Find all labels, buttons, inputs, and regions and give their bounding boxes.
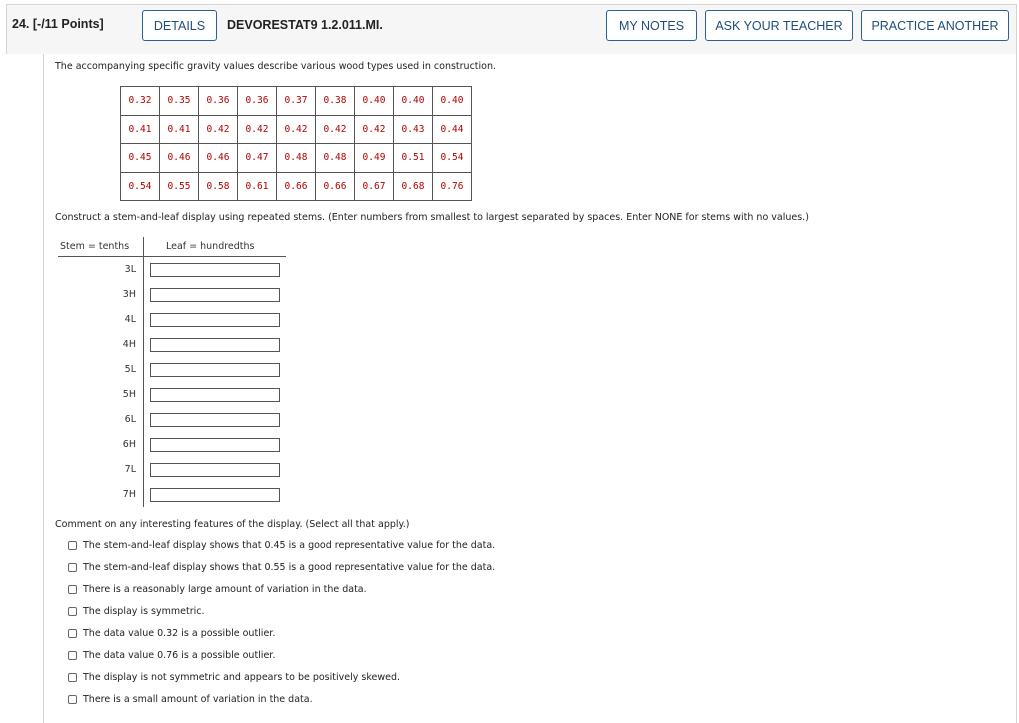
option-row[interactable] [68,606,205,617]
data-cell: 0.36 [199,87,238,116]
data-cell: 0.40 [394,87,433,116]
data-row [121,87,472,116]
data-cell: 0.48 [316,144,355,173]
stem-label: 6L [124,414,136,425]
leaf-input-4l[interactable] [150,313,280,327]
option-checkbox[interactable] [68,629,77,638]
data-cell: 0.37 [277,87,316,116]
instruction-text: Construct a stem-and-leaf display using repeated stems. (Enter numbers from smallest to largest separated by spaces. Enter NONE for stems with no values.) [55,212,809,223]
stem-label: 7L [124,464,136,475]
leaf-input-7h[interactable] [150,488,280,502]
data-cell: 0.36 [238,87,277,116]
stem-label: 6H [122,439,136,450]
data-cell: 0.66 [277,172,316,201]
leaf-input-3h[interactable] [150,288,280,302]
data-cell: 0.42 [238,115,277,144]
leaf-header: Leaf = hundredths [166,241,255,252]
option-label: The display is symmetric. [83,606,205,617]
option-checkbox[interactable] [68,695,77,704]
option-row[interactable] [68,694,313,705]
practice-another-button[interactable]: PRACTICE ANOTHER [861,10,1009,41]
data-cell: 0.61 [238,172,277,201]
data-cell: 0.41 [121,115,160,144]
option-checkbox[interactable] [68,651,77,660]
data-cell: 0.67 [355,172,394,201]
option-label: The data value 0.32 is a possible outlier. [83,628,276,639]
leaf-input-5h[interactable] [150,388,280,402]
data-cell: 0.35 [160,87,199,116]
data-cell: 0.42 [199,115,238,144]
leaf-input-6l[interactable] [150,413,280,427]
option-checkbox[interactable] [68,607,77,616]
data-cell: 0.48 [277,144,316,173]
option-checkbox[interactable] [68,541,77,550]
data-cell: 0.43 [394,115,433,144]
option-row[interactable] [68,628,275,639]
stem-label: 4L [124,314,136,325]
stem-leaf-divider [143,237,144,507]
data-cell: 0.47 [238,144,277,173]
option-label: There is a reasonably large amount of variation in the data. [83,584,367,595]
data-cell: 0.68 [394,172,433,201]
option-checkbox[interactable] [68,673,77,682]
data-row [121,144,472,173]
data-table [120,86,472,201]
stem-label: 5H [122,389,136,400]
data-cell: 0.40 [433,87,472,116]
option-label: The data value 0.76 is a possible outlier. [83,650,276,661]
data-row [121,172,472,201]
points-label: [-/11 Points] [32,17,104,31]
option-row[interactable] [68,650,275,661]
option-label: There is a small amount of variation in the data. [83,694,313,705]
data-row [121,115,472,144]
option-checkbox[interactable] [68,563,77,572]
header-divider [58,256,286,257]
data-cell: 0.66 [316,172,355,201]
stem-header: Stem = tenths [60,241,130,252]
stem-label: 5L [124,364,136,375]
leaf-input-5l[interactable] [150,363,280,377]
option-label: The display is not symmetric and appears to be positively skewed. [83,672,400,683]
data-cell: 0.42 [316,115,355,144]
option-label: The stem-and-leaf display shows that 0.45 is a good representative value for the data. [83,540,496,551]
stem-label: 7H [122,489,136,500]
comment-prompt: Comment on any interesting features of the display. (Select all that apply.) [55,519,410,530]
data-cell: 0.42 [277,115,316,144]
data-cell: 0.54 [121,172,160,201]
data-cell: 0.32 [121,87,160,116]
data-cell: 0.44 [433,115,472,144]
data-cell: 0.46 [199,144,238,173]
data-cell: 0.51 [394,144,433,173]
option-checkbox[interactable] [68,585,77,594]
option-row[interactable] [68,584,367,595]
data-cell: 0.76 [433,172,472,201]
data-cell: 0.41 [160,115,199,144]
leaf-input-3l[interactable] [150,263,280,277]
option-label: The stem-and-leaf display shows that 0.55 is a good representative value for the data. [83,562,496,573]
leaf-input-7l[interactable] [150,463,280,477]
stem-label: 3L [124,264,136,275]
ask-teacher-button[interactable]: ASK YOUR TEACHER [705,10,853,41]
option-row[interactable] [68,672,400,683]
data-cell: 0.46 [160,144,199,173]
details-button[interactable]: DETAILS [142,10,217,41]
data-cell: 0.38 [316,87,355,116]
leaf-input-4h[interactable] [150,338,280,352]
data-cell: 0.42 [355,115,394,144]
data-cell: 0.54 [433,144,472,173]
option-row[interactable] [68,562,495,573]
leaf-input-6h[interactable] [150,438,280,452]
question-number: 24. [12,17,30,31]
stem-label: 4H [122,339,136,350]
data-cell: 0.55 [160,172,199,201]
data-cell: 0.40 [355,87,394,116]
data-cell: 0.45 [121,144,160,173]
data-cell: 0.58 [199,172,238,201]
my-notes-button[interactable]: MY NOTES [606,10,697,41]
problem-code: DEVORESTAT9 1.2.011.MI. [227,18,383,32]
data-cell: 0.49 [355,144,394,173]
option-row[interactable] [68,540,495,551]
question-intro: The accompanying specific gravity values describe various wood types used in construction. [55,61,497,72]
question-number-points [12,17,104,31]
stem-label: 3H [122,289,136,300]
